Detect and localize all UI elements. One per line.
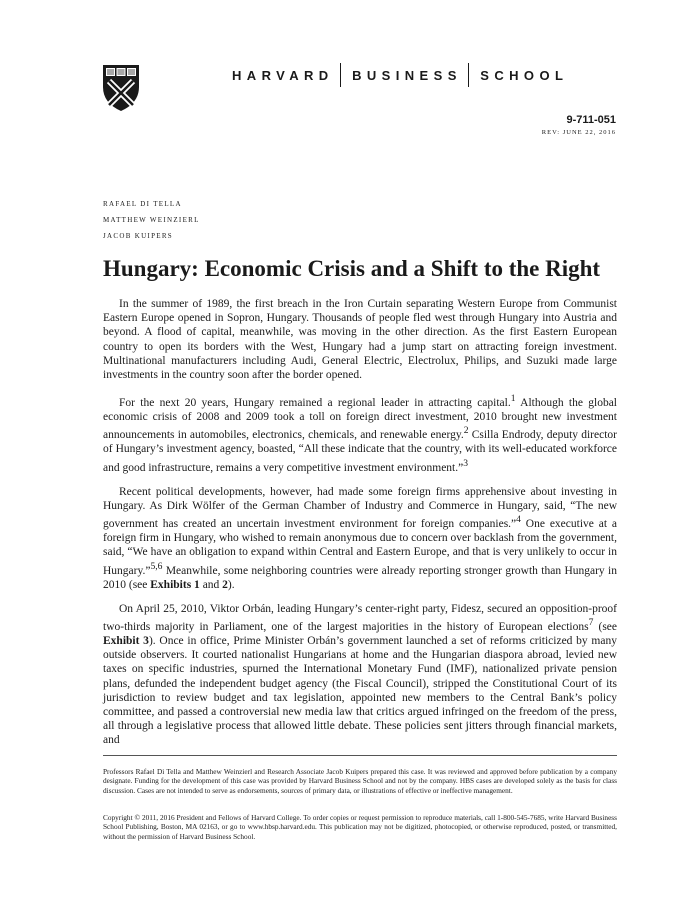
harvard-shield-icon bbox=[101, 63, 141, 113]
exhibit-reference: Exhibits 1 bbox=[150, 578, 200, 591]
body-paragraph: In the summer of 1989, the first breach in the Iron Curtain separating Western Europe from Communist Eastern Europe opened in Sopron, Hungary. Thousands of people fled west through Hungary into Austria and beyond. A flood of capital, meanwhile, was moving in the other direction. As the first Eastern European country to open its borders with the West, Hungary had a jump start on attracting foreign investment. Multinational manufacturers including Audi, General Electric, Electrolux, Philips, and Suzuki made large investments in the country soon after the border opened. bbox=[103, 298, 617, 382]
body-paragraph: Recent political developments, however, had made some foreign firms apprehensive about investing in Hungary. As Dirk Wölfer of the German Chamber of Industry and Commerce in Hungary, said, “The new government has created an uncertain investment environment for foreign companies.”$^4$ One executive at a foreign firm in Hungary, who wished to remain anonymous due to concern over backlash from the government, said, “We have an obligation to expand within Central and Eastern Europe, and that is very unlikely to occur in Hungary.”$^{5,6}$ Meanwhile, some neighboring countries were already reporting stronger growth than Hungary in 2010 (see Exhibits 1 and 2). bbox=[103, 485, 617, 591]
footnote-marker: 3 bbox=[463, 457, 469, 469]
footnote-marker: 4 bbox=[516, 514, 521, 526]
copyright-notice: Copyright © 2011, 2016 President and Fellows of Harvard College. To order copies or request permission to reproduce materials, call 1-800-545-7685, write Harvard Business School Publishing, Boston, MA 02163, or go to www.hbsp.harvard.edu. This publication may not be digitized, photocopied, or otherwise reproduced, posted, or transmitted, without the permission of Harvard Business School. bbox=[103, 813, 617, 841]
body-paragraph: On April 25, 2010, Viktor Orbán, leading Hungary’s center-right party, Fidesz, secured an opposition-proof two-thirds majority in Parliament, one of the largest majorities in the history of European elections$^7$ (see Exhibit 3). Once in office, Prime Minister Orbán’s government launched a set of reforms criticized by many outside observers. It courted nationalist Hungarians at home and the Hungarian diaspora abroad, levied new taxes on specific industries, spurned the International Monetary Fund (IMF), nationalized private pension plans, defunded the independent budget agency (the Fiscal Council), stripped the Constitutional Court of its jurisdiction to review budget and tax legislation, appointed new members to the Central Bank’s policy committee, and passed a controversial new media law that critics argued infringed on the freedom of the press, all through a legislative process that allowed little debate. These policies sent jitters through financial markets, and bbox=[103, 602, 618, 747]
masthead-word-harvard: HARVARD bbox=[232, 67, 334, 83]
author-list bbox=[103, 199, 200, 247]
footnote-marker: 2 bbox=[463, 425, 469, 437]
masthead-divider bbox=[468, 63, 470, 87]
exhibit-reference: 2 bbox=[222, 578, 228, 591]
case-number: 9-711-051 bbox=[566, 114, 616, 126]
author-name: MATTHEW WEINZIERL bbox=[103, 216, 200, 224]
footnote-marker: 5,6 bbox=[150, 560, 163, 572]
footnote-marker: 1 bbox=[510, 393, 516, 405]
revision-date: REV: JUNE 22, 2016 bbox=[541, 129, 616, 136]
masthead-divider bbox=[340, 63, 342, 87]
school-masthead bbox=[232, 63, 568, 87]
preparation-note: Professors Rafael Di Tella and Matthew Weinzierl and Research Associate Jacob Kuipers prepared this case. It was reviewed and approved before publication by a company designate. Funding for the development of this case was provided by Harvard Business School and not by the company. HBS cases are developed solely as the basis for class discussion. Cases are not intended to serve as endorsements, sources of primary data, or illustrations of effective or ineffective management. bbox=[103, 767, 617, 795]
exhibit-reference: Exhibit 3 bbox=[103, 635, 149, 648]
masthead-word-school: SCHOOL bbox=[480, 67, 569, 83]
case-body bbox=[103, 297, 617, 758]
author-name: RAFAEL DI TELLA bbox=[103, 200, 182, 208]
author-name: JACOB KUIPERS bbox=[103, 232, 173, 240]
footer-divider bbox=[103, 755, 617, 756]
case-title: Hungary: Economic Crisis and a Shift to the Right bbox=[103, 256, 601, 281]
footnote-marker: 7 bbox=[588, 617, 594, 628]
body-paragraph: For the next 20 years, Hungary remained a regional leader in attracting capital.$^1$ Although the global economic crisis of 2008 and 2009 took a toll on foreign direct investment, 2010 brought new investment announcements in automobiles, electronics, chemicals, and renewable energy.$^2$ Csilla Endrody, deputy director of Hungary’s investment agency, boasted, “All these indicate that the country, with its well-educated workforce and good infrastructure, remains a very competitive investment environment.”$^3$ bbox=[103, 393, 618, 474]
masthead-word-business: BUSINESS bbox=[352, 67, 462, 83]
